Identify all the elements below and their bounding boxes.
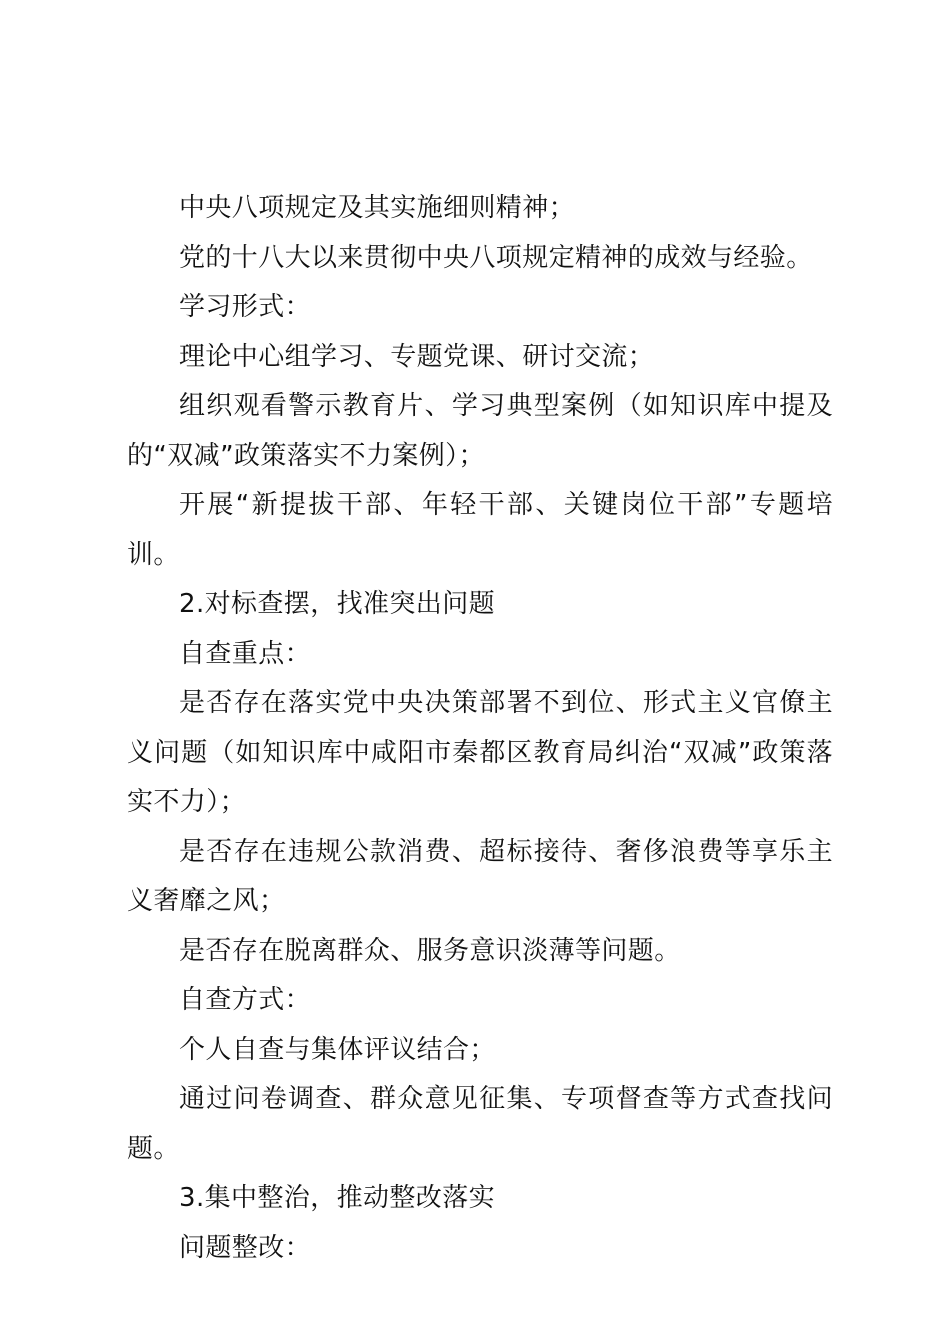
paragraph-self-check-method-2: 通过问卷调查、群众意见征集、专项督查等方式查找问题。 <box>127 1084 833 1164</box>
paragraph-study-form-1: 理论中心组学习、专题党课、研讨交流； <box>179 341 655 372</box>
paragraph-study-form-2: 组织观看警示教育片、学习典型案例（如知识库中提及的“双减”政策落实不力案例）； <box>127 391 833 471</box>
paragraph-study-content-2: 党的十八大以来贯彻中央八项规定精神的成效与经验。 <box>179 242 813 273</box>
paragraph-self-check-focus-3: 是否存在脱离群众、服务意识淡薄等问题。 <box>179 935 681 966</box>
paragraph-study-form-heading: 学习形式： <box>179 292 312 322</box>
document-body <box>127 184 833 1273</box>
paragraph-study-content-1: 中央八项规定及其实施细则精神； <box>179 193 576 223</box>
paragraph-self-check-focus-heading: 自查重点： <box>179 638 312 669</box>
paragraph-study-form-3: 开展“新提拔干部、年轻干部、关键岗位干部”专题培训。 <box>127 490 833 570</box>
paragraph-self-check-focus-2: 是否存在违规公款消费、超标接待、奢侈浪费等享乐主义奢靡之风； <box>127 836 833 916</box>
paragraph-self-check-focus-1: 是否存在落实党中央决策部署不到位、形式主义官僚主义问题（如知识库中咸阳市秦都区教育局纠治“双减”政策落实不力）； <box>127 688 833 817</box>
paragraph-self-check-method-1: 个人自查与集体评议结合； <box>179 1034 496 1065</box>
paragraph-rectification-heading: 问题整改： <box>179 1232 312 1263</box>
paragraph-self-check-method-heading: 自查方式： <box>179 985 312 1015</box>
section-heading-3: 3.集中整治，推动整改落实 <box>179 1183 496 1213</box>
section-heading-2: 2.对标查摆，找准突出问题 <box>179 589 496 619</box>
